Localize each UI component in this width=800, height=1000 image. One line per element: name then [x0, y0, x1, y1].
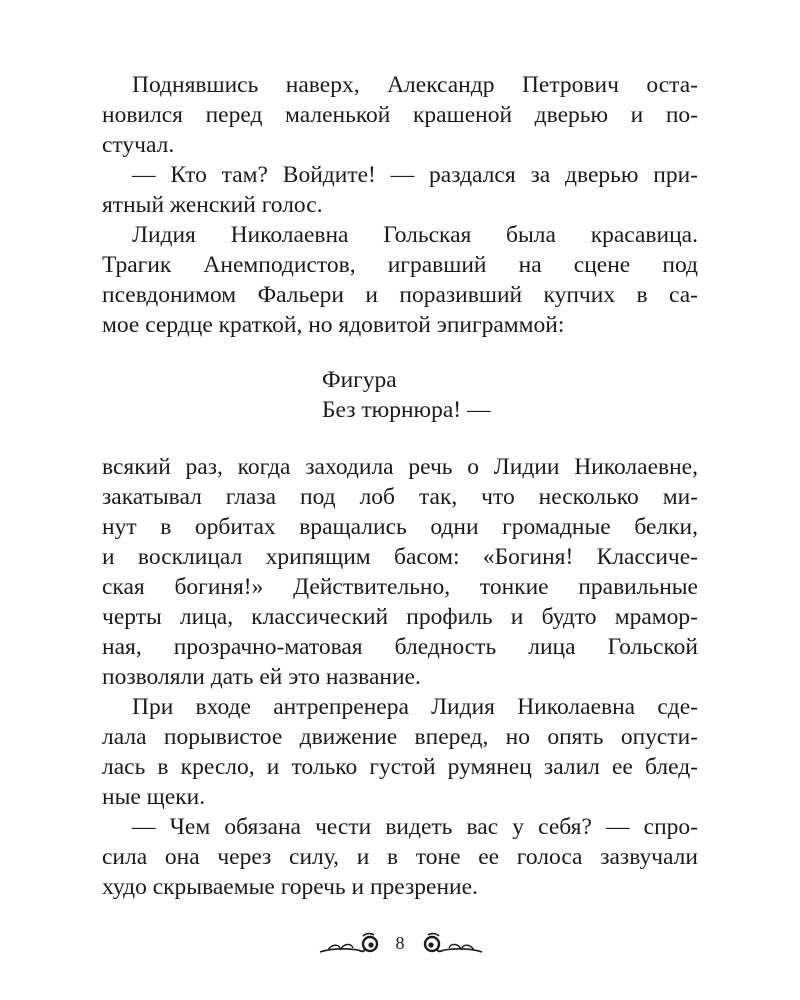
text-line: сила она через силу, и в тоне ее голоса зазвучали [102, 844, 698, 870]
text-line: худо скрываемые горечь и презрение. [102, 874, 478, 900]
text-line: и восклицал хрипящим басом: «Богиня! Классиче- [102, 544, 698, 570]
text-line: Трагик Анемподистов, игравший на сцене под [102, 252, 698, 278]
text-block-top [102, 70, 698, 340]
text-line: позволяли дать ей это название. [102, 664, 421, 690]
text-line: нут в орбитах вращались одни громадные белки, [102, 514, 698, 540]
text-line: ятный женский голос. [102, 192, 323, 218]
text-block-bottom [102, 452, 698, 902]
text-line: лала порывистое движение вперед, но опять опусти- [102, 724, 698, 750]
epigram-verse [322, 365, 490, 425]
text-line: всякий раз, когда заходила речь о Лидии Николаевне, [102, 454, 698, 480]
verse-line: Фигура [322, 367, 397, 393]
flourish-left-icon [318, 930, 382, 960]
paragraph [102, 160, 698, 220]
paragraph [102, 452, 698, 692]
text-line: ская богиня!» Действительно, тонкие правильные [102, 574, 698, 600]
flourish-right-icon [420, 930, 484, 960]
text-line: Поднявшись наверх, Александр Петрович оста- [132, 72, 698, 98]
text-line: закатывал глаза под лоб так, что несколько ми- [102, 484, 698, 510]
text-line: — Чем обязана чести видеть вас у себя? — спро- [132, 814, 698, 840]
text-line: ные щеки. [102, 784, 206, 810]
paragraph [102, 812, 698, 902]
paragraph [102, 220, 698, 340]
text-line: — Кто там? Войдите! — раздался за дверью при- [132, 162, 698, 188]
text-line: Лидия Николаевна Гольская была красавица. [132, 222, 698, 248]
text-line: мое сердце краткой, но ядовитой эпиграммой: [102, 312, 565, 338]
text-line: новился перед маленькой крашеной дверью и по- [102, 102, 698, 128]
page-number: 8 [395, 933, 405, 953]
text-line: ная, прозрачно-матовая бледность лица Гольской [102, 634, 698, 660]
paragraph [102, 70, 698, 160]
text-line: черты лица, классический профиль и будто мрамор- [102, 604, 698, 630]
text-line: псевдонимом Фальери и поразивший купчих в са- [102, 282, 698, 308]
paragraph [102, 692, 698, 812]
text-line: лась в кресло, и только густой румянец залил ее блед- [102, 754, 698, 780]
verse-line: Без тюрнюра! — [322, 397, 491, 423]
text-line: При входе антрепренера Лидия Николаевна сде- [132, 694, 698, 720]
text-line: стучал. [102, 132, 175, 158]
page-footer [0, 928, 800, 962]
